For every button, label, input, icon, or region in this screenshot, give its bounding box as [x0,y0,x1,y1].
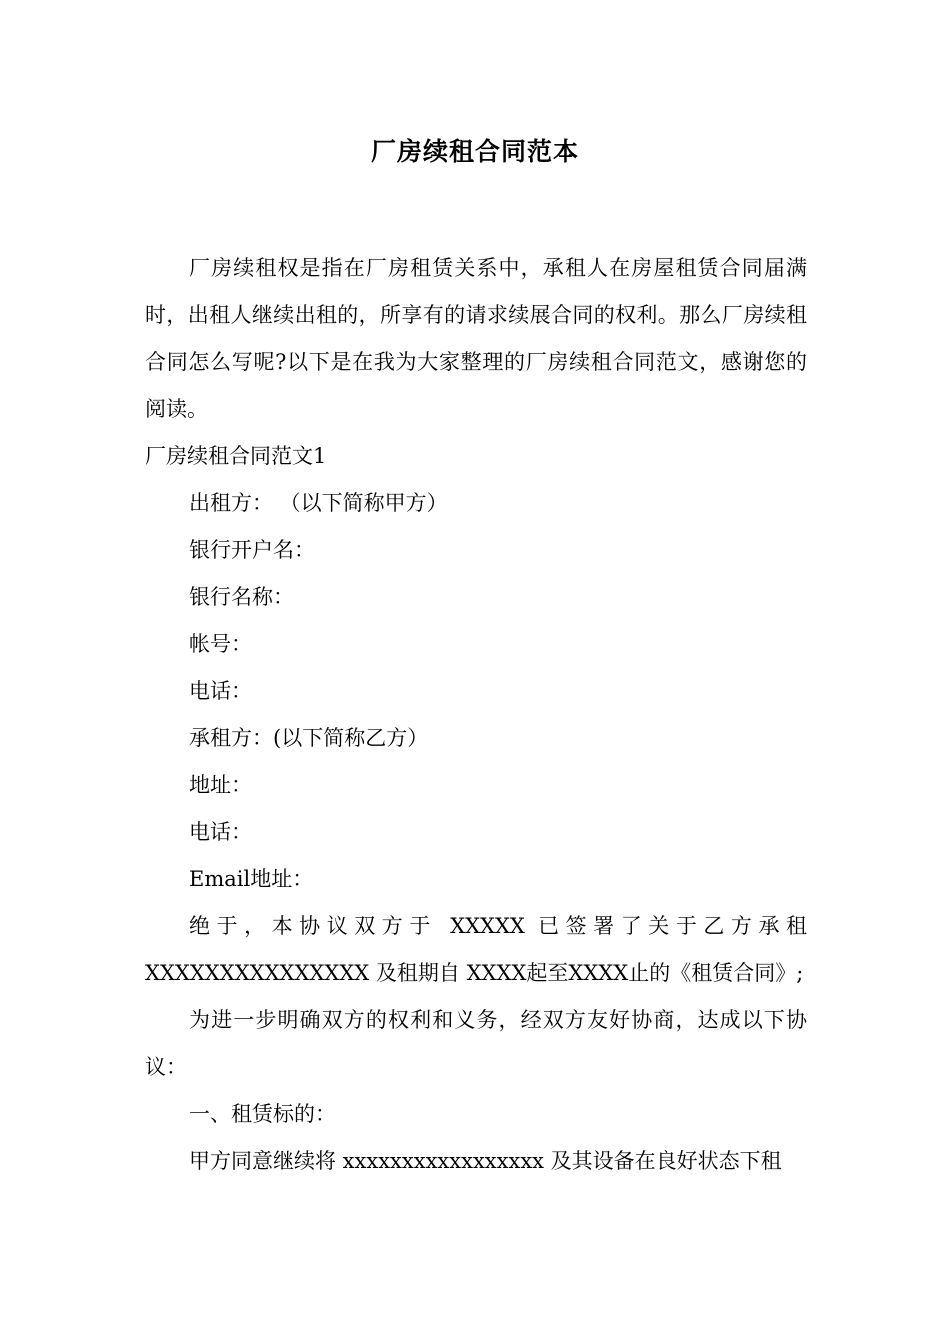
lessee-field: 承租方：(以下简称乙方） [189,726,429,750]
email-address-field: Email地址： [189,867,314,891]
bank-name-field: 银行名称： [189,585,294,609]
account-number-field: 帐号： [189,632,252,656]
whereas-line-1: 绝于，本协议双方于 XXXXX 已签署了关于乙方承租 [189,914,807,938]
purpose-paragraph: 为进一步明确双方的权利和义务，经双方友好协商，达成以下协议： [145,1008,807,1079]
clause-1-heading: 一、租赁标的： [189,1102,336,1126]
section-heading: 厂房续租合同范文1 [145,444,327,468]
intro-paragraph: 厂房续租权是指在厂房租赁关系中，承租人在房屋租赁合同届满时，出租人继续出租的，所享有的请求续展合同的权利。那么厂房续租合同怎么写呢?以下是在我为大家整理的厂房续租合同范文，感谢您的阅读。 [145,256,807,421]
document-body [145,245,807,1185]
lessee-phone-field: 电话： [189,820,252,844]
clause-1-text: 甲方同意继续将 xxxxxxxxxxxxxxxxx 及其设备在良好状态下租 [189,1149,782,1173]
bank-account-name-field: 银行开户名： [189,538,315,562]
address-field: 地址： [189,773,252,797]
lessor-field: 出租方： （以下简称甲方） [189,491,448,515]
document-title: 厂房续租合同范本 [370,137,579,166]
whereas-line-2: XXXXXXXXXXXXXXX 及租期自 XXXX起至XXXX止的《租赁合同》; [145,961,804,985]
lessor-phone-field: 电话： [189,679,252,703]
